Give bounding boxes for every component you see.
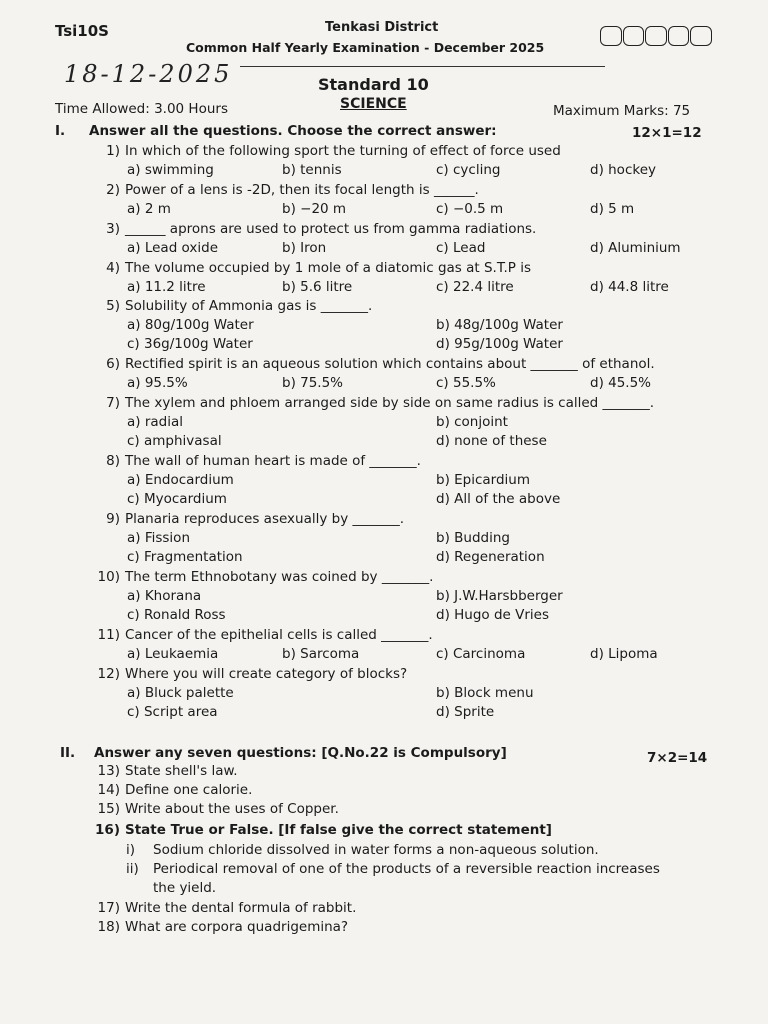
time-allowed: Time Allowed: 3.00 Hours	[55, 101, 228, 117]
option-b: b) conjoint	[436, 414, 508, 430]
option-b: b) Block menu	[436, 685, 534, 701]
option-c: c) 36g/100g Water	[127, 336, 253, 352]
option-d: d) All of the above	[436, 491, 561, 507]
option-b: b) 5.6 litre	[282, 279, 353, 295]
question-number: 17)	[97, 900, 120, 916]
question-text: The term Ethnobotany was coined by _______.	[125, 569, 434, 585]
option-d: d) 5 m	[590, 201, 635, 217]
question-text: State True or False. [If false give the correct statement]	[125, 822, 552, 838]
district-title: Tenkasi District	[325, 20, 439, 35]
option-d: d) none of these	[436, 433, 547, 449]
question-11	[94, 627, 433, 643]
question-text: Power of a lens is -2D, then its focal length is ______.	[125, 182, 479, 198]
paper-code: Tsi10S	[55, 22, 109, 40]
option-a: a) swimming	[127, 162, 214, 178]
option-c: c) Myocardium	[127, 491, 227, 507]
handwritten-date: 18-12-2025	[64, 60, 233, 88]
option-c: c) −0.5 m	[436, 201, 504, 217]
option-c: c) amphivasal	[127, 433, 222, 449]
option-a: a) Fission	[127, 530, 190, 546]
question-6	[94, 356, 655, 372]
maximum-marks: Maximum Marks: 75	[553, 103, 691, 119]
question-17	[94, 900, 356, 916]
sub-question-text: Periodical removal of one of the products of a reversible reaction increases	[153, 861, 660, 877]
header-rule	[240, 66, 605, 67]
option-a: a) 2 m	[127, 201, 171, 217]
section-1-title: Answer all the questions. Choose the correct answer:	[89, 123, 497, 139]
sub-question-number: i)	[126, 842, 136, 858]
option-a: a) Bluck palette	[127, 685, 234, 701]
subject-label: SCIENCE	[340, 96, 407, 112]
question-number: 3)	[106, 221, 120, 237]
option-c: c) 55.5%	[436, 375, 496, 391]
sub-question-number: ii)	[126, 861, 139, 877]
question-text: The volume occupied by 1 mole of a diatomic gas at S.T.P is	[125, 260, 532, 276]
option-a: a) Endocardium	[127, 472, 234, 488]
question-text: Rectified spirit is an aqueous solution which contains about _______ of ethanol.	[125, 356, 655, 372]
option-d: d) Hugo de Vries	[436, 607, 549, 623]
section-2-marks: 7×2=14	[647, 750, 708, 766]
question-text: The wall of human heart is made of _______.	[125, 453, 421, 469]
question-1	[94, 143, 561, 159]
section-2-number: II.	[60, 745, 76, 761]
question-number: 7)	[106, 395, 120, 411]
question-number: 4)	[106, 260, 120, 276]
section-1-heading	[55, 123, 497, 139]
question-text: ______ aprons are used to protect us from gamma radiations.	[125, 221, 537, 237]
option-c: c) Ronald Ross	[127, 607, 226, 623]
question-16	[94, 822, 552, 838]
option-b: b) −20 m	[282, 201, 347, 217]
section-2-heading	[60, 745, 507, 761]
option-a: a) 11.2 litre	[127, 279, 206, 295]
option-c: c) Lead	[436, 240, 486, 256]
question-number: 12)	[97, 666, 120, 682]
question-8	[94, 453, 421, 469]
question-text: Define one calorie.	[125, 782, 253, 798]
register-number-boxes	[600, 26, 712, 46]
question-number: 14)	[97, 782, 120, 798]
question-3	[94, 221, 536, 237]
register-box	[623, 26, 645, 46]
option-b: b) 48g/100g Water	[436, 317, 563, 333]
question-15	[94, 801, 339, 817]
option-c: c) Fragmentation	[127, 549, 243, 565]
question-text: What are corpora quadrigemina?	[125, 919, 349, 935]
option-c: c) cycling	[436, 162, 501, 178]
section-2-title: Answer any seven questions: [Q.No.22 is Compulsory]	[94, 745, 507, 761]
option-a: a) Lead oxide	[127, 240, 219, 256]
section-1-marks: 12×1=12	[632, 125, 702, 141]
option-a: a) 95.5%	[127, 375, 188, 391]
register-box	[668, 26, 690, 46]
option-b: b) tennis	[282, 162, 342, 178]
question-number: 16)	[95, 822, 120, 838]
option-d: d) 45.5%	[590, 375, 652, 391]
question-number: 6)	[106, 356, 120, 372]
question-text: Where you will create category of blocks?	[125, 666, 408, 682]
option-d: d) 95g/100g Water	[436, 336, 563, 352]
question-text: In which of the following sport the turning of effect of force used	[125, 143, 561, 159]
exam-title: Common Half Yearly Examination - December 2025	[186, 40, 545, 55]
option-c: c) 22.4 litre	[436, 279, 514, 295]
option-d: d) hockey	[590, 162, 656, 178]
question-text: Cancer of the epithelial cells is called _______.	[125, 627, 433, 643]
option-b: b) Budding	[436, 530, 510, 546]
option-d: d) Aluminium	[590, 240, 681, 256]
sub-question-text: Sodium chloride dissolved in water forms a non-aqueous solution.	[153, 842, 599, 858]
question-5	[94, 298, 372, 314]
question-number: 18)	[97, 919, 120, 935]
question-text: Write the dental formula of rabbit.	[125, 900, 357, 916]
question-9	[94, 511, 404, 527]
option-c: c) Carcinoma	[436, 646, 526, 662]
question-number: 9)	[106, 511, 120, 527]
option-b: b) Sarcoma	[282, 646, 360, 662]
option-b: b) Iron	[282, 240, 327, 256]
question-4	[94, 260, 531, 276]
question-text: State shell's law.	[125, 763, 238, 779]
sub-question-continuation: the yield.	[153, 880, 217, 896]
register-box	[645, 26, 667, 46]
question-12	[94, 666, 407, 682]
question-number: 15)	[97, 801, 120, 817]
option-b: b) 75.5%	[282, 375, 344, 391]
question-number: 1)	[106, 143, 120, 159]
question-14	[94, 782, 252, 798]
question-text: Planaria reproduces asexually by _______.	[125, 511, 405, 527]
question-text: The xylem and phloem arranged side by side on same radius is called _______.	[125, 395, 655, 411]
section-1-number: I.	[55, 123, 66, 139]
option-a: a) Leukaemia	[127, 646, 219, 662]
option-a: a) Khorana	[127, 588, 202, 604]
question-2	[94, 182, 479, 198]
question-number: 2)	[106, 182, 120, 198]
question-number: 11)	[97, 627, 120, 643]
question-number: 5)	[106, 298, 120, 314]
option-d: d) Regeneration	[436, 549, 545, 565]
option-b: b) J.W.Harsbberger	[436, 588, 563, 604]
option-c: c) Script area	[127, 704, 218, 720]
question-number: 10)	[97, 569, 120, 585]
option-d: d) 44.8 litre	[590, 279, 669, 295]
register-box	[600, 26, 622, 46]
option-b: b) Epicardium	[436, 472, 531, 488]
question-text: Write about the uses of Copper.	[125, 801, 339, 817]
standard-label: Standard 10	[318, 75, 429, 94]
question-18	[94, 919, 348, 935]
register-box	[690, 26, 712, 46]
question-7	[94, 395, 654, 411]
question-number: 8)	[106, 453, 120, 469]
option-d: d) Lipoma	[590, 646, 658, 662]
question-10	[94, 569, 433, 585]
question-number: 13)	[97, 763, 120, 779]
option-a: a) radial	[127, 414, 183, 430]
option-d: d) Sprite	[436, 704, 495, 720]
question-text: Solubility of Ammonia gas is _______.	[125, 298, 373, 314]
question-13	[94, 763, 238, 779]
option-a: a) 80g/100g Water	[127, 317, 254, 333]
